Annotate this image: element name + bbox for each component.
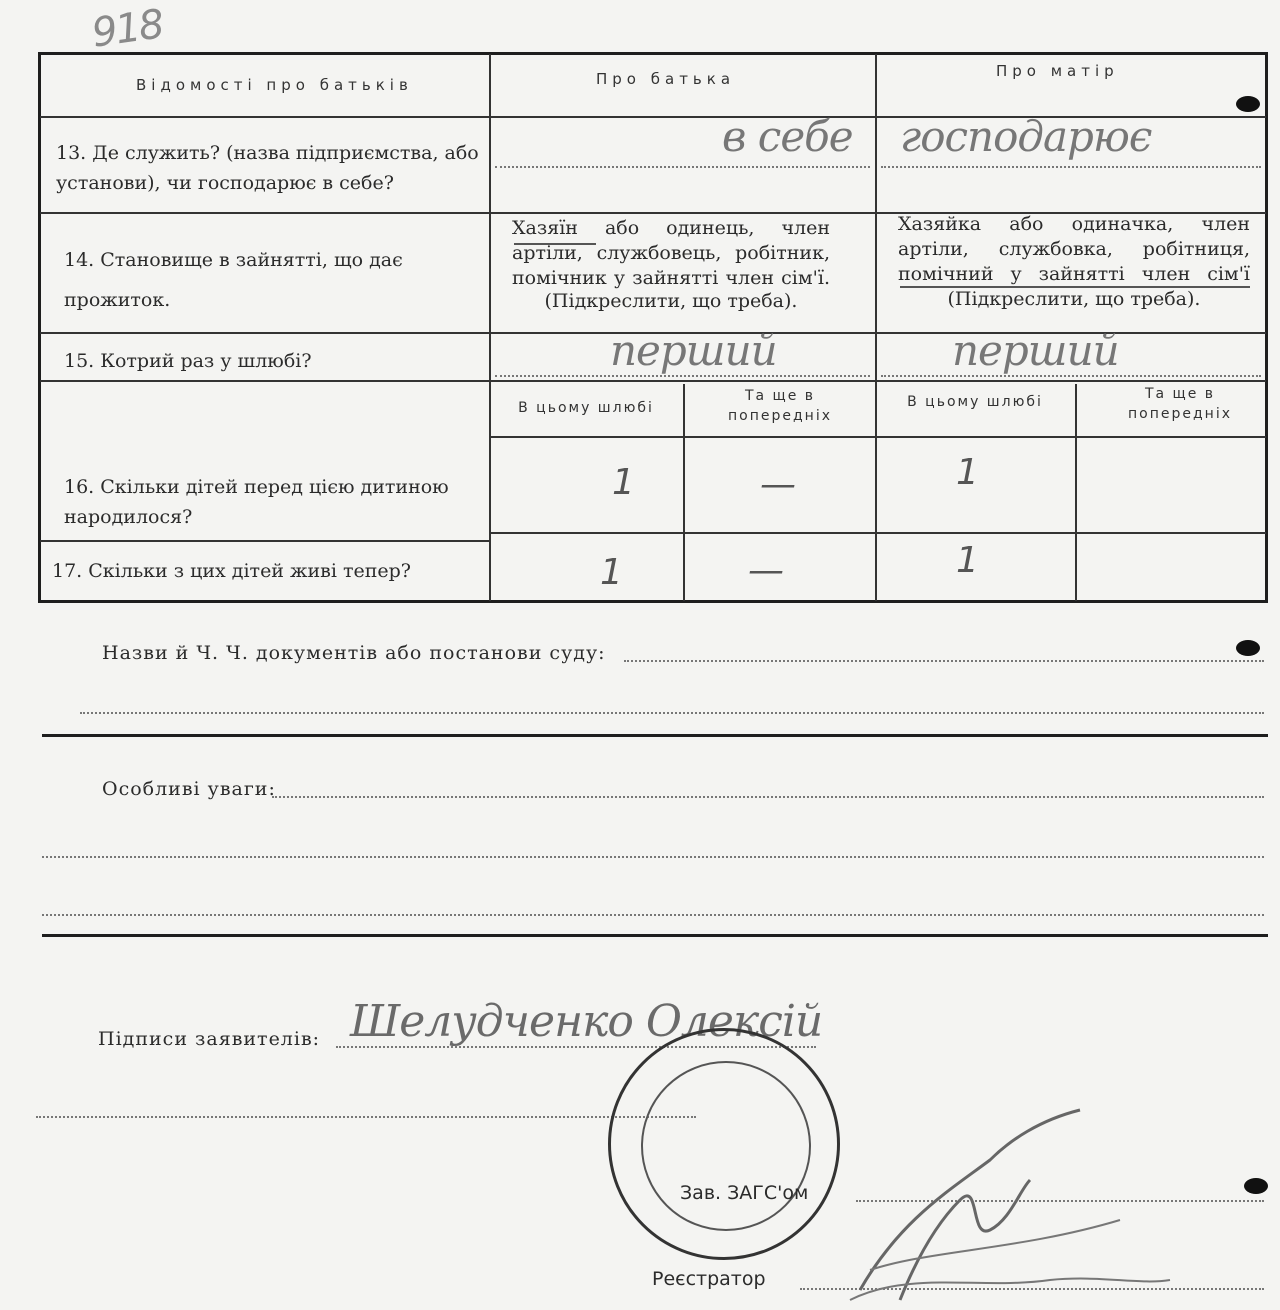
notes-line: [42, 914, 1264, 916]
answer-17-mother-this: 1: [956, 540, 979, 581]
registrar-label: Реєстратор: [652, 1268, 766, 1290]
row-divider: [40, 540, 489, 542]
signatures-label: Підписи заявителів:: [98, 1028, 321, 1050]
mother-options-text: Хазяйка або одиначка, член артіли, службовка, робітниця, помічний у зайнятті член сім'ї: [898, 213, 1250, 285]
column-divider: [875, 54, 877, 601]
dotted-guide: [881, 375, 1261, 377]
section-divider: [42, 734, 1268, 737]
row-divider: [40, 380, 1266, 382]
subcolumn-divider: [683, 384, 685, 601]
section-divider: [42, 934, 1268, 937]
header-father: Про батька: [596, 70, 736, 88]
dotted-guide: [495, 166, 870, 168]
dotted-guide: [881, 166, 1261, 168]
subcolumn-divider: [1075, 384, 1077, 601]
punch-hole: [1236, 640, 1260, 656]
answer-13-father: в себе: [722, 112, 853, 161]
question-16: 16. Скільки дітей перед цією дитиною народилося?: [64, 476, 449, 528]
header-mother: Про матір: [996, 62, 1119, 80]
question-17: 17. Скільки з цих дітей живі тепер?: [52, 560, 411, 582]
official-seal: [608, 1028, 840, 1260]
notes-label: Особливі уваги:: [102, 778, 276, 800]
subhead-this-marriage-father: В цьому шлюбі: [518, 400, 654, 416]
documents-label: Назви й Ч. Ч. документів або постанови суду:: [102, 642, 606, 664]
punch-hole: [1244, 1178, 1268, 1194]
head-label: Зав. ЗАГС'ом: [680, 1182, 809, 1204]
subhead-previous-mother: Та ще в попередніх: [1128, 386, 1232, 422]
mother-note: (Підкреслити, що треба).: [947, 288, 1201, 310]
row-divider: [489, 532, 1266, 534]
applicant-signature: Шелудченко Олексій: [350, 996, 823, 1047]
question-14: 14. Становище в зайнятті, що дає прожиток.: [64, 249, 403, 311]
official-signature-scribble: [840, 1100, 1200, 1305]
answer-16-father-this: 1: [612, 462, 635, 503]
father-note: (Підкреслити, що треба).: [544, 290, 798, 312]
dotted-guide: [495, 375, 870, 377]
answer-15-father: перший: [610, 326, 777, 375]
subhead-previous-father: Та ще в попередніх: [728, 388, 832, 424]
question-15: 15. Котрий раз у шлюбі?: [64, 350, 312, 372]
documents-line: [624, 660, 1264, 662]
answer-15-mother: перший: [952, 326, 1119, 375]
answer-16-father-prev: —: [760, 464, 796, 505]
punch-hole: [1236, 96, 1260, 112]
answer-13-mother: господарює: [900, 112, 1152, 161]
underline-mark: [900, 286, 1250, 288]
question-13: 13. Де служить? (назва підприємства, або установи), чи господарює в себе?: [56, 142, 479, 194]
mother-occupation-options: [898, 212, 1250, 287]
father-occupation-options: [512, 216, 830, 291]
page-number: 918: [89, 1, 166, 57]
answer-17-father-prev: —: [748, 550, 784, 591]
documents-line: [80, 712, 1264, 714]
notes-line: [272, 796, 1264, 798]
notes-line: [42, 856, 1264, 858]
signature-line: [36, 1116, 696, 1118]
underline-mark: [514, 243, 596, 245]
header-parents-info: Відомості про батьків: [136, 76, 413, 94]
column-divider: [489, 54, 491, 601]
answer-16-mother-this: 1: [956, 452, 979, 493]
father-options-text: Хазяїн або одинець, член артіли, службовець, робітник, помічник у зайнятті член сім'ї.: [512, 217, 830, 289]
subhead-this-marriage-mother: В цьому шлюбі: [907, 394, 1043, 410]
row-divider: [489, 436, 1266, 438]
answer-17-father-this: 1: [600, 552, 623, 593]
